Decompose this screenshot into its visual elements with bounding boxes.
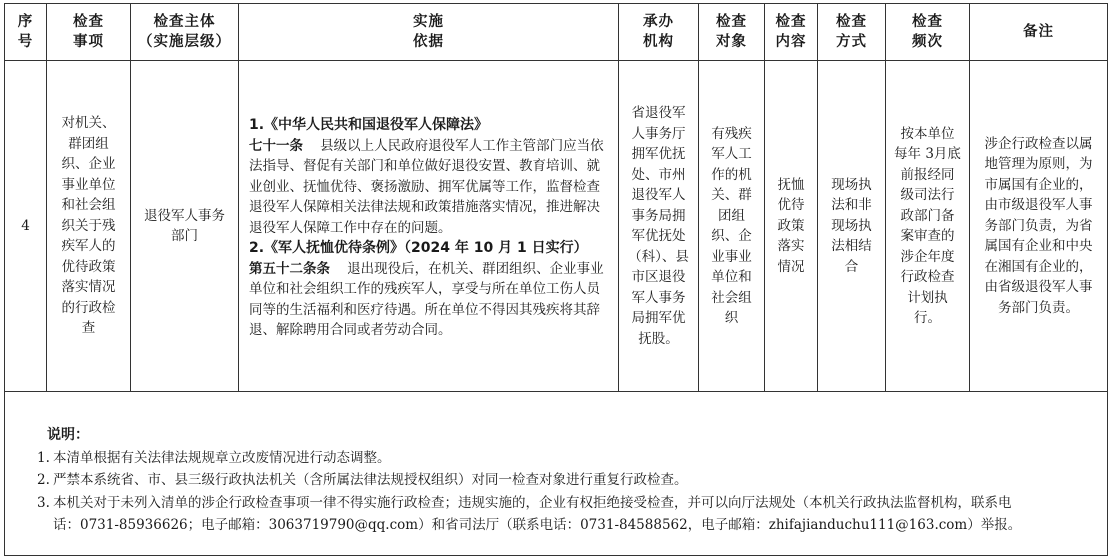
notes-row (5, 392, 1108, 556)
law1-body (249, 136, 610, 239)
cell-target: 有残疾军人工作的机关、群团组织、企业事业单位和社会组织 (699, 61, 765, 392)
law2-body (249, 259, 610, 341)
law2-title: 2.《军人抚恤优待条例》（2024 年 10 月 1 日实行） (249, 240, 588, 257)
law2-text: 退出现役后，在机关、群团组织、企业事业单位和社会组织工作的残疾军人，享受与所在单位工伤人员同等的生活福利和医疗待遇。所在单位不得因其残疾将其辞退、解除聘用合同或者劳动合同。 (249, 260, 604, 339)
cell-basis (239, 61, 619, 392)
cell-content: 抚恤优待政策落实情况 (765, 61, 818, 392)
header-frequency: 检查 频次 (886, 4, 970, 61)
cell-method: 现场执法和非现场执法相结合 (818, 61, 886, 392)
header-seq: 序 号 (5, 4, 47, 61)
header-method: 检查 方式 (818, 4, 886, 61)
law2-article: 第五十二条条 (249, 260, 330, 277)
law1-text: 县级以上人民政府退役军人工作主管部门应当依法指导、督促有关部门和单位做好退役安置、教育培训、就业创业、抚恤优待、褒扬激励、拥军优属等工作，监督检查退役军人保障相关法律法规和政策措施落实情况，推进解决退役军人保障工作中存在的问题。 (249, 137, 604, 236)
note-text: 严禁本系统省、市、县三级行政执法机关（含所属法律法规授权组织）对同一检查对象进行重复行政检查。 (53, 472, 688, 489)
header-content: 检查 内容 (765, 4, 818, 61)
note-number: 3. (37, 494, 50, 511)
inspection-list-sheet (4, 3, 1107, 557)
inspection-table (4, 3, 1108, 556)
header-target: 检查 对象 (699, 4, 765, 61)
note-item-1 (37, 447, 1089, 470)
cell-subject: 退役军人事务部门 (131, 61, 239, 392)
note-number: 2. (37, 472, 50, 489)
law1-title: 1.《中华人民共和国退役军人保障法》 (249, 117, 489, 134)
cell-frequency: 按本单位每年 3月底前报经同级司法行政部门备案审查的涉企年度行政检查计划执行。 (886, 61, 970, 392)
note-number: 1. (37, 449, 50, 466)
header-row (5, 4, 1108, 61)
cell-agency: 省退役军人事务厅拥军优抚处、市州退役军人事务局拥军优抚处（科）、县市区退役军人事务局拥军优抚股。 (619, 61, 699, 392)
header-basis: 实施 依据 (239, 4, 619, 61)
note-item-2 (37, 469, 1089, 492)
note-item-3 (37, 492, 1089, 537)
note-text: 本清单根据有关法律法规规章立改废情况进行动态调整。 (53, 449, 391, 466)
header-agency: 承办 机构 (619, 4, 699, 61)
cell-item: 对机关、群团组织、企业事业单位和社会组织关于残疾军人的优待政策落实情况的行政检查 (47, 61, 131, 392)
header-subject: 检查主体 （实施层级） (131, 4, 239, 61)
cell-seq: 4 (5, 61, 47, 392)
cell-remarks: 涉企行政检查以属地管理为原则，为市属国有企业的，由市级退役军人事务部门负责，为省属国有企业和中央在湘国有企业的，由省级退役军人事务部门负责。 (970, 61, 1108, 392)
law1-article: 七十一条 (249, 137, 303, 154)
notes-cell (5, 392, 1108, 556)
note-text: 本机关对于未列入清单的涉企行政检查事项一律不得实施行政检查；违规实施的，企业有权拒绝接受检查，并可以向厅法规处（本机关行政执法监督机构，联系电话：0731-85936626；电子邮箱：3063719790@qq.com）和省司法厅（联系电话：0731-84588562，电子邮箱：zhifajianduchu111@163.com）举报。 (53, 494, 1022, 534)
header-remarks: 备注 (970, 4, 1108, 61)
header-item: 检查 事项 (47, 4, 131, 61)
table-row (5, 61, 1108, 392)
notes-title: 说明： (47, 427, 89, 444)
